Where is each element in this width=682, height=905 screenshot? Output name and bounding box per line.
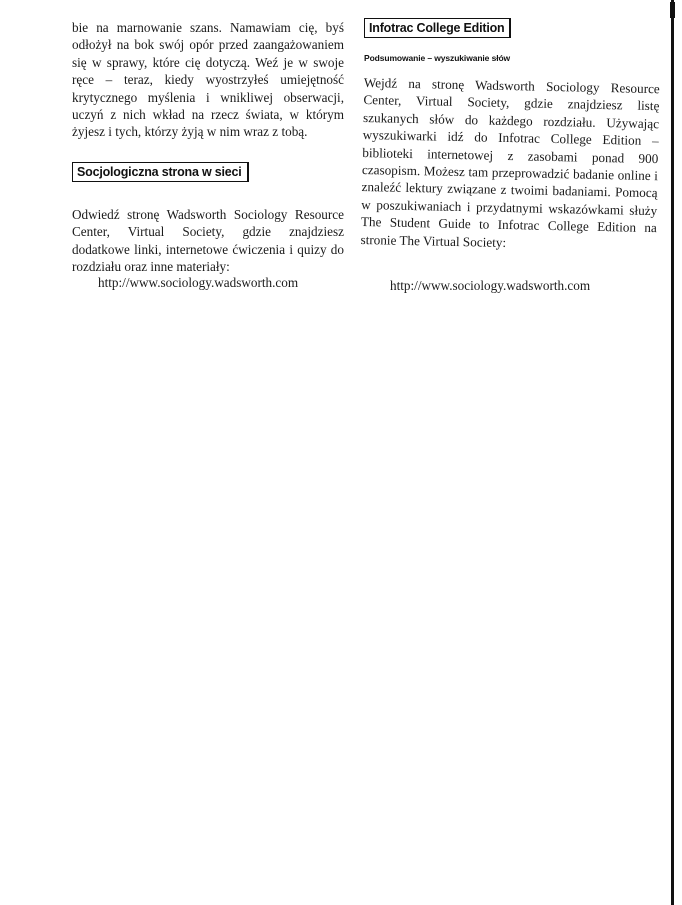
sociology-web-url[interactable]: http://www.sociology.wadsworth.com [98,275,299,290]
sociology-web-paragraph: Odwiedź stronę Wadsworth Sociology Resource Center, Virtual Society, gdzie znajdziesz dodatkowe linki, internetowe ćwiczenia i quizy do rozdziału oraz inne materiały: [72,207,344,275]
infotrac-url-block [364,277,590,294]
infotrac-url[interactable]: http://www.sociology.wadsworth.com [390,278,591,293]
intro-paragraph: bie na marnowanie szans. Namawiam cię, byś odłożył na bok swój opór przed zaangażowaniem się w sprawy, które cię dotyczą. Weź je w swoje ręce – teraz, kiedy wyostrzyłeś umiejętność krytycznego myślenia i wnikliwej obserwacji, uczyń z nich wkład na rzecz świata, w którym żyjesz i tych, którzy żyją w nim wraz z tobą. [72,20,344,140]
section-heading-infotrac: Infotrac College Edition [364,18,511,38]
infotrac-subheading: Podsumowanie – wyszukiwanie słów [364,53,511,63]
page-edge-shadow [671,0,674,905]
page-edge-shadow-top [670,2,675,18]
sociology-web-url-block [72,274,298,291]
section-heading-sociology-web: Socjologiczna strona w sieci [72,162,249,182]
infotrac-paragraph: Wejdź na stronę Wadsworth Sociology Resource Center, Virtual Society, gdzie znajdziesz listę szukanych słów do każdego rozdziału. Używając wyszukiwarki idź do Infotrac College Edition – biblioteki internetowej z zasobami ponad 900 czasopism. Możesz tam przeprowadzić badanie online i znaleźć lektury związane z twoimi badaniami. Pomocą w poszukiwaniach i przydatnymi wskazówkami służy The Student Guide to Infotrac College Edition na stronie The Virtual Society: [360,74,660,250]
